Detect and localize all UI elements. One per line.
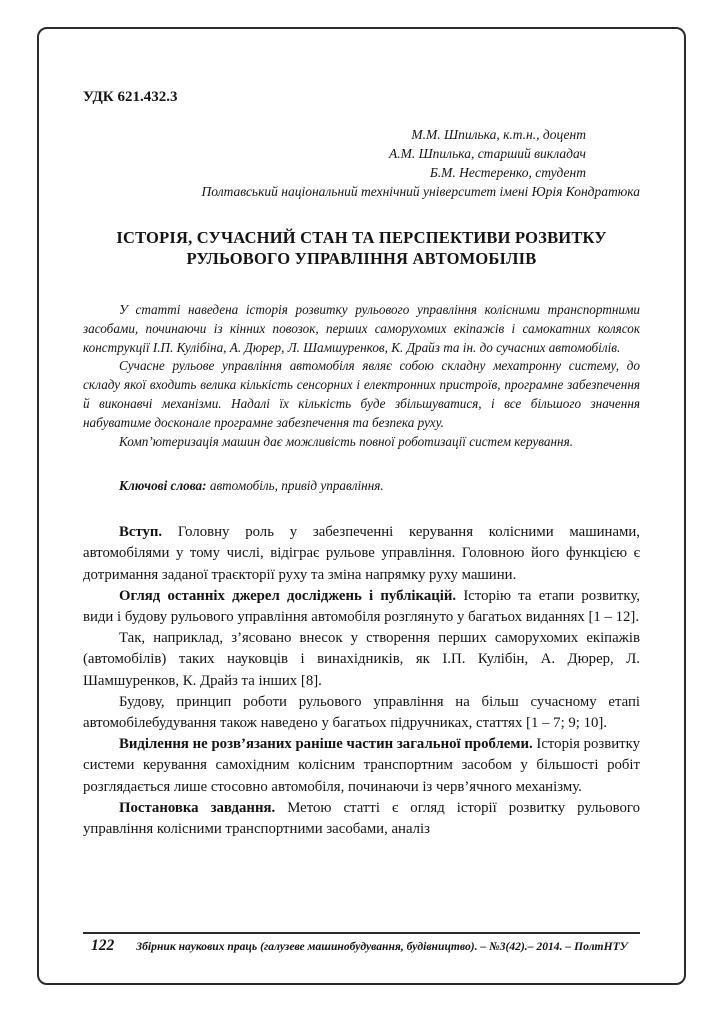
article-title [83, 227, 640, 269]
body-paragraph [83, 692, 640, 734]
paragraph-text: Історію та етапи розвитку, види і будову рульового управління автомобіля розглянуто у багатьох виданнях [1 – 12]. [83, 587, 640, 625]
body-paragraph [83, 628, 640, 692]
authors-block [83, 125, 640, 182]
paragraph-lead: Вступ. [119, 524, 163, 541]
keywords-label: Ключові слова: [119, 478, 207, 494]
paragraph-lead: Огляд останніх джерел досліджень і публікацій. [119, 587, 457, 604]
paragraph-text: Так, наприклад, з’ясовано внесок у створення перших саморухомих екіпажів (автомобілів) таких науковців і винахідників, як І.П. Кулібін, А. Дюрер, Л. Шамшуренков, К. Драйз та інших [8]. [83, 630, 640, 689]
abstract-paragraph: Комп’ютеризація машин дає можливість повної роботизації систем керування. [119, 433, 574, 449]
body-paragraph [83, 734, 640, 798]
page-content [83, 87, 640, 840]
abstract-block [83, 301, 640, 451]
page-footer [83, 932, 640, 955]
paragraph-text: Історія розвитку системи керування самохідним колісним транспортним засобом у більшості робіт розглядається лише стосовно автомобіля, починаючи із черв’ячного механізму. [83, 736, 640, 795]
body-paragraph [83, 522, 640, 586]
body-paragraph [83, 798, 640, 840]
page-border-frame [37, 27, 686, 985]
paragraph-text: Будову, принцип роботи рульового управління на більш сучасному етапі автомобілебудування також наведено у багатьох підручниках, статтях [1 – 7; 9; 10]. [83, 693, 640, 731]
author-line: Б.М. Нестеренко, студент [429, 165, 586, 180]
journal-citation: Збірник наукових праць (галузеве машинобудування, будівництво). – №3(42).– 2014. – ПолтНТУ [136, 940, 628, 953]
paragraph-text: Метою статті є огляд історії розвитку рульового управління колісними транспортними засобами, аналіз [83, 799, 641, 838]
paragraph-text: Головну роль у забезпеченні керування колісними машинами, автомобілями у тому числі, відіграє рульове управління. Головною його функцією є дотримання заданої траєкторії руху та зміна напрямку руху машини. [83, 524, 640, 583]
udc-code: УДК 621.432.3 [83, 89, 178, 105]
paragraph-lead: Постановка завдання. [119, 799, 276, 816]
article-title-line-1: ІСТОРІЯ, СУЧАСНИЙ СТАН ТА ПЕРСПЕКТИВИ РОЗВИТКУ [116, 228, 607, 247]
author-line: А.М. Шпилька, старший викладач [388, 146, 586, 161]
keywords-text: автомобіль, привід управління. [206, 478, 384, 494]
page-number: 122 [91, 937, 115, 954]
body-text [83, 522, 640, 840]
abstract-paragraph: Сучасне рульове управління автомобіля являє собою складну мехатронну систему, до складу якої входить велика кількість сенсорних і електронних пристроїв, програмне забезпечення й виконавчі механізми. Надалі їх кількість буде збільшуватися, і все більшого значення набуватиме досконале програмне забезпечення та безпека руху. [83, 358, 640, 430]
abstract-paragraph: У статті наведена історія розвитку рульового управління колісними транспортними засобами, починаючи із кінних повозок, перших саморухомих екіпажів і самокатних колясок конструкції І.П. Кулібіна, А. Дюрер, Л. Шамшуренков, К. Драйз та ін. до сучасних автомобілів. [83, 302, 640, 355]
keywords-line [83, 477, 640, 496]
article-title-line-2: РУЛЬОВОГО УПРАВЛІННЯ АВТОМОБІЛІВ [186, 249, 537, 268]
body-paragraph [83, 586, 640, 628]
author-line: М.М. Шпилька, к.т.н., доцент [411, 127, 586, 142]
paragraph-lead: Виділення не розв’язаних раніше частин загальної проблеми. [119, 736, 533, 753]
affiliation-line: Полтавський національний технічний університет імені Юрія Кондратюка [201, 184, 640, 199]
